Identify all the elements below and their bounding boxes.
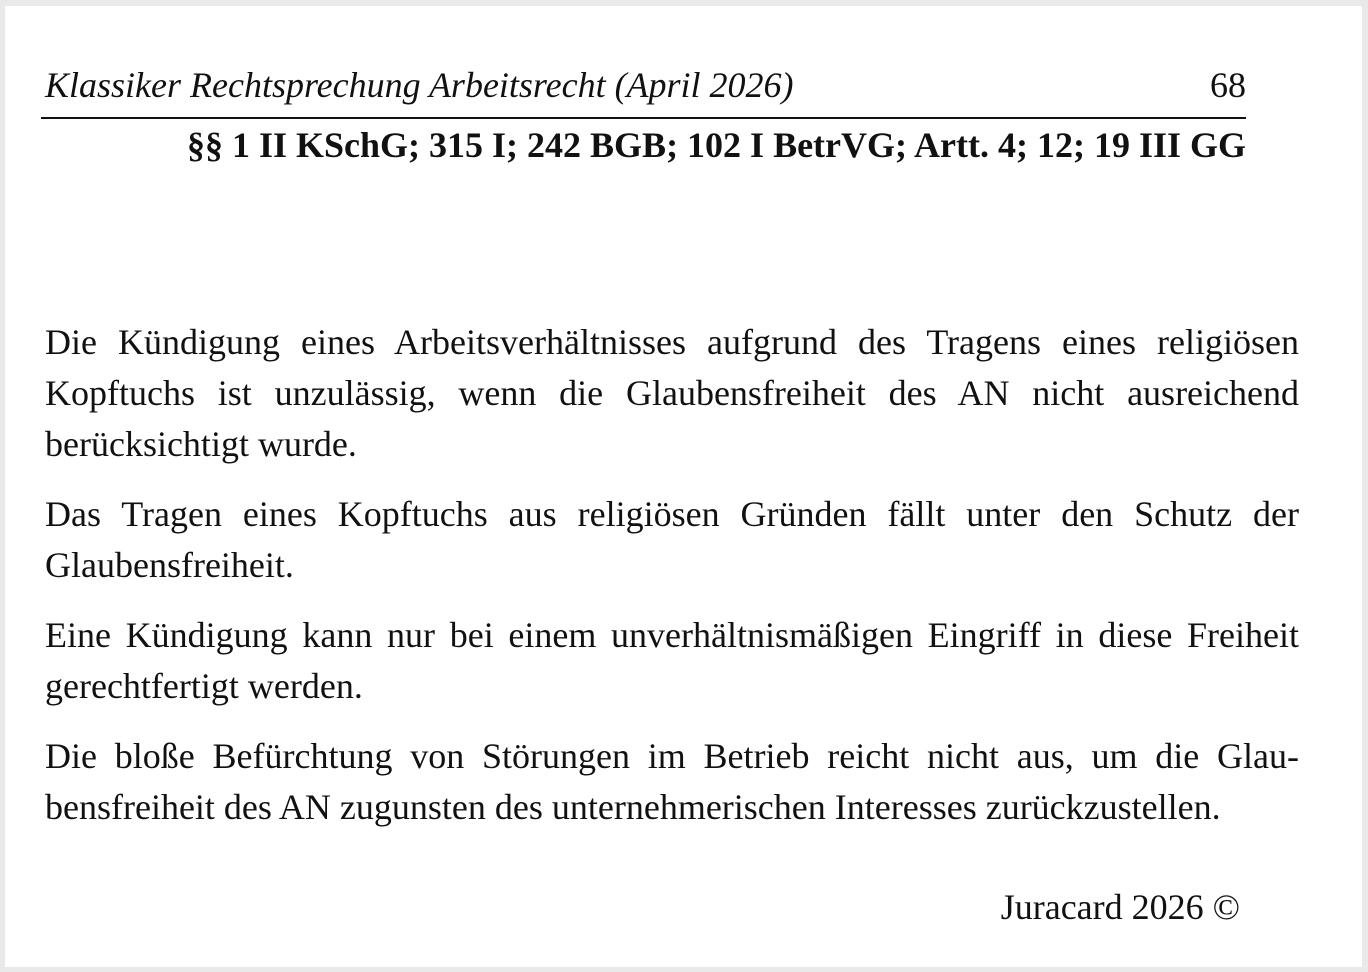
body-text: [45, 317, 1299, 852]
paragraph: Die bloße Befürchtung von Störungen im Betrieb reicht nicht aus, um die Glaubensfreiheit des AN zugunsten des unternehmerischen Interesses zurückzustellen.: [45, 736, 1299, 827]
paragraph: Die Kündigung eines Arbeitsverhältnisses aufgrund des Tragens eines religiösen Kopftuchs ist unzulässig, wenn die Glaubensfreiheit des AN nicht ausreichend berücksichtigt wurde.: [45, 322, 1299, 464]
legal-norms-heading: §§ 1 II KSchG; 315 I; 242 BGB; 102 I BetrVG; Artt. 4; 12; 19 III GG: [187, 125, 1246, 165]
copyright-footer: Juracard 2026 ©: [1000, 887, 1240, 927]
book-title: Klassiker Rechtsprechung Arbeitsrecht (April 2026): [45, 65, 794, 105]
header-divider: [41, 117, 1246, 119]
paragraph: Das Tragen eines Kopftuchs aus religiösen Gründen fällt unter den Schutz der Glaubensfreiheit.: [45, 494, 1299, 585]
paragraph: Eine Kündigung kann nur bei einem unverhältnismäßigen Eingriff in diese Freiheit gerechtfertigt werden.: [45, 615, 1299, 706]
page-number: 68: [1210, 65, 1246, 105]
running-head: [45, 62, 1246, 108]
document-page: [5, 6, 1362, 967]
